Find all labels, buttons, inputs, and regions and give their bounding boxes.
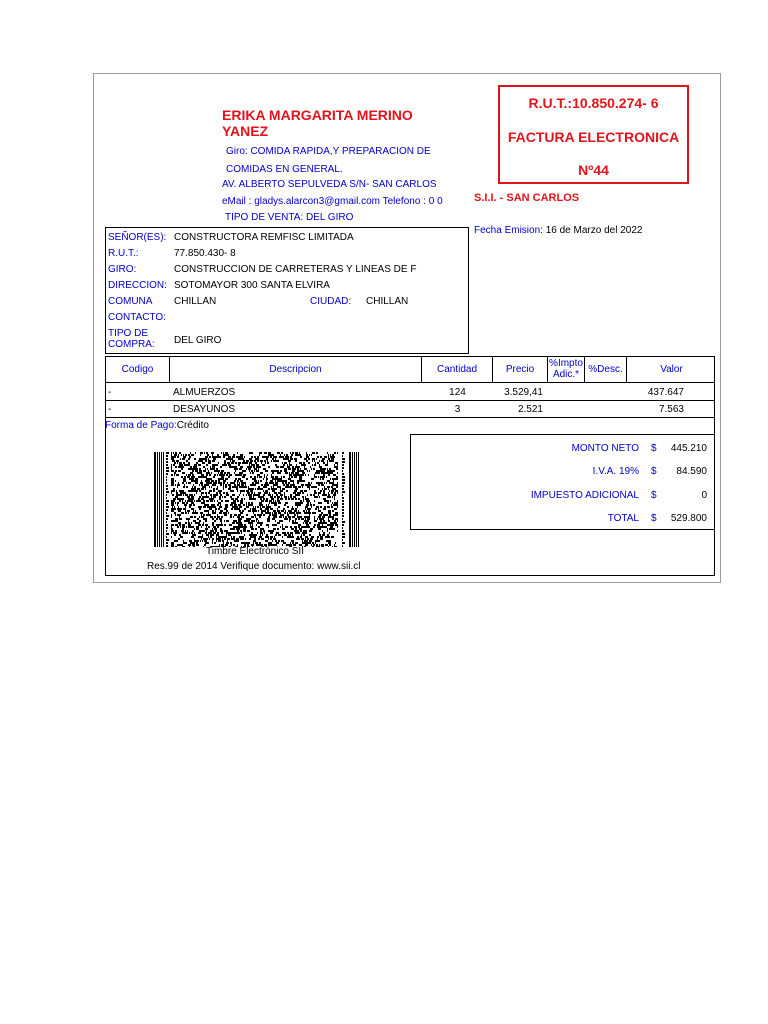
row-2-codigo: - — [108, 404, 112, 415]
row-1-codigo: - — [108, 387, 112, 398]
total-label: TOTAL — [607, 513, 639, 524]
row-2-valor: 7.563 — [658, 404, 684, 415]
timbre-barcode — [154, 452, 359, 547]
header-descripcion: Descripcion — [170, 357, 422, 382]
header-impto-line-2: Adic.* — [552, 369, 580, 380]
row-2-precio: 2.521 — [517, 404, 543, 415]
total-value: 529.800 — [670, 513, 707, 524]
contacto-label: CONTACTO: — [108, 312, 166, 323]
tipo-compra-label — [108, 328, 155, 350]
iva-label: I.V.A. 19% — [592, 466, 639, 477]
row-2-divider — [106, 417, 714, 418]
receptor-box — [105, 227, 469, 354]
neto-value: 445.210 — [670, 443, 707, 454]
ciudad-label: CIUDAD: — [310, 296, 352, 307]
fecha-emision — [474, 225, 642, 236]
items-header-row — [106, 357, 714, 383]
row-1-precio: 3.529,41 — [504, 387, 543, 398]
senor-label: SEÑOR(ES): — [108, 232, 167, 243]
adicional-currency: $ — [651, 490, 657, 501]
neto-label: MONTO NETO — [571, 443, 639, 454]
header-valor: Valor — [660, 364, 683, 375]
iva-value: 84.590 — [676, 466, 707, 477]
sii-office: S.I.I. - SAN CARLOS — [474, 192, 580, 204]
tipo-compra-label-line-1: TIPO DE — [108, 328, 149, 339]
direccion-label: DIRECCION: — [108, 280, 167, 291]
header-precio: Precio — [493, 357, 548, 382]
invoice-page — [93, 73, 721, 583]
total-currency: $ — [651, 513, 657, 524]
row-1-valor: 437.647 — [647, 387, 684, 398]
senor-value: CONSTRUCTORA REMFISC LIMITADA — [174, 232, 354, 243]
giro-label: GIRO: — [108, 264, 137, 275]
direccion-value: SOTOMAYOR 300 SANTA ELVIRA — [174, 280, 330, 291]
emisor-contacto: eMail : gladys.alarcon3@gmail.com Telefono : 0 0 — [222, 196, 443, 207]
emisor-name: ERIKA MARGARITA MERINO YANEZ — [222, 107, 413, 139]
rut-value: 77.850.430- 8 — [174, 248, 236, 259]
row-2-cantidad: 3 — [454, 404, 461, 415]
rut-label: R.U.T.: — [108, 248, 139, 259]
comuna-value: CHILLAN — [174, 296, 217, 307]
timbre-resolucion: Res.99 de 2014 Verifique documento: www.sii.cl — [147, 561, 361, 572]
emisor-direccion: AV. ALBERTO SEPULVEDA S/N- SAN CARLOS — [222, 179, 437, 190]
fecha-emision-label: Fecha Emision: — [474, 225, 543, 236]
tipo-compra-label-line-2: COMPRA: — [108, 339, 155, 350]
forma-pago — [105, 420, 209, 431]
sii-rut: R.U.T.:10.850.274- 6 — [528, 95, 659, 111]
header-cantidad: Cantidad — [422, 357, 493, 382]
fecha-emision-value: 16 de Marzo del 2022 — [545, 225, 643, 236]
document-number: Nº44 — [578, 162, 609, 178]
totals-box — [410, 434, 715, 530]
giro-value: CONSTRUCCION DE CARRETERAS Y LINEAS DE F — [174, 264, 417, 275]
header-codigo: Codigo — [106, 357, 170, 382]
emisor-giro: Giro: COMIDA RAPIDA,Y PREPARACION DE COMIDAS EN GENERAL. — [226, 146, 431, 175]
document-type: FACTURA ELECTRONICA — [507, 129, 680, 145]
adicional-value: 0 — [701, 490, 707, 501]
header-desc: %Desc. — [585, 357, 627, 382]
forma-pago-label: Forma de Pago: — [105, 420, 177, 431]
items-table — [105, 356, 715, 576]
tipo-compra-value: DEL GIRO — [174, 335, 222, 346]
forma-pago-value: Crédito — [176, 420, 209, 431]
row-1-cantidad: 124 — [449, 387, 466, 398]
sii-box — [498, 85, 689, 184]
row-1-divider — [106, 400, 714, 401]
row-2-descripcion: DESAYUNOS — [173, 404, 236, 415]
timbre-label: Timbre Electrónico SII — [206, 546, 304, 557]
emisor-tipo-venta: TIPO DE VENTA: DEL GIRO — [225, 212, 354, 223]
iva-currency: $ — [651, 466, 657, 477]
adicional-label: IMPUESTO ADICIONAL — [530, 490, 639, 501]
header-impto-adic — [548, 357, 585, 382]
row-1-descripcion: ALMUERZOS — [173, 387, 236, 398]
comuna-label: COMUNA — [108, 296, 153, 307]
header-impto-line-1: %Impto — [549, 358, 583, 369]
neto-currency: $ — [651, 443, 657, 454]
ciudad-value: CHILLAN — [366, 296, 409, 307]
